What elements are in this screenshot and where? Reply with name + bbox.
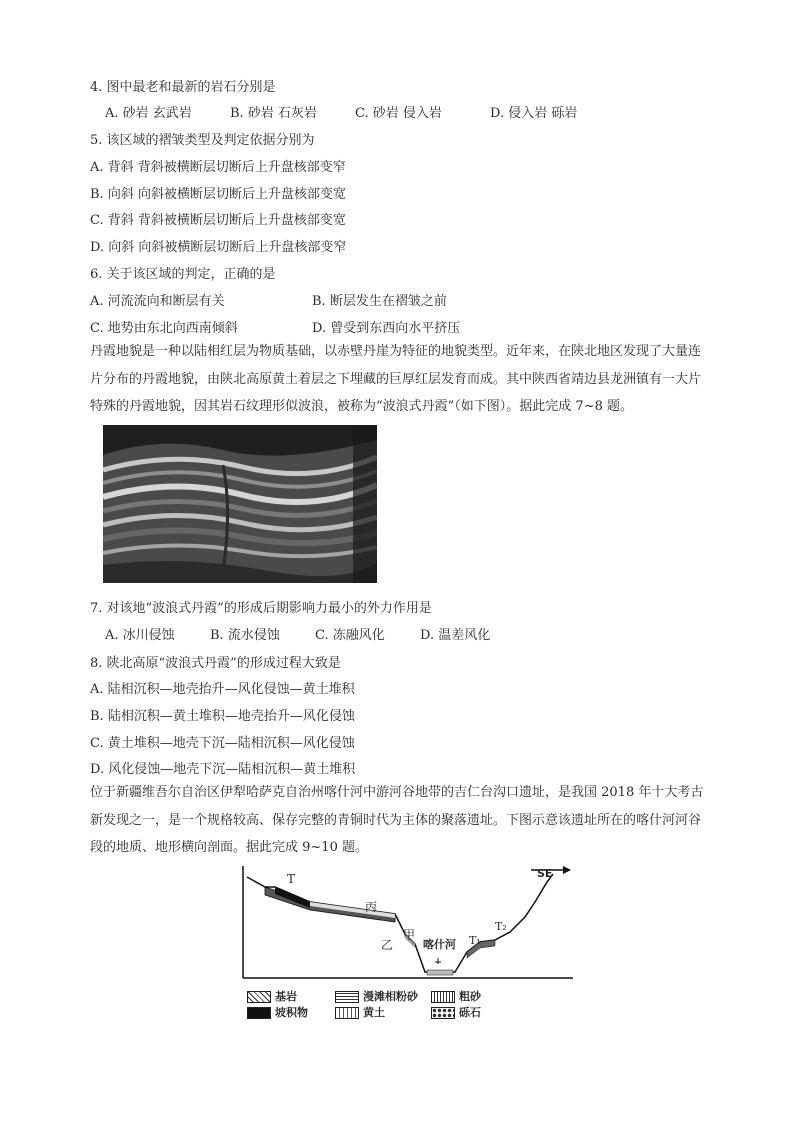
legend-colluvium: 坡积物 (247, 1004, 308, 1020)
q4-option-c: C. 砂岩 侵入岩 (355, 106, 442, 121)
direction-label: SE (537, 867, 553, 880)
label-yi: 乙 (381, 938, 394, 952)
label-river: 喀什河 (423, 938, 456, 951)
gravel-swatch (431, 1007, 455, 1019)
q8-stem: 8. 陕北高原“波浪式丹霞”的形成过程大致是 (90, 656, 341, 671)
bedrock-swatch (247, 991, 271, 1003)
q8-option-c: C. 黄土堆积—地壳下沉—陆相沉积—风化侵蚀 (90, 736, 355, 751)
valley-cross-section (235, 862, 575, 1022)
q4-stem: 4. 图中最老和最新的岩石分别是 (90, 80, 276, 95)
legend-loess: 黄土 (335, 1004, 385, 1020)
q4-options (105, 102, 577, 121)
label-t: T (287, 872, 296, 886)
passage-danxia: 丹霞地貌是一种以陆相红层为物质基础，以赤壁丹崖为特征的地貌类型。近年来，在陕北地区发现了大量连片分布的丹霞地貌，由陕北高原黄土着层之下埋藏的巨厚红层发育而成。其中陕西省靖边县龙洲镇有一大片特殊的丹霞地貌，因其岩石纹理形似波浪，被称为“波浪式丹霞”（如下图）。据此完成 7~8 题。 (90, 344, 702, 414)
legend-gravel: 砾石 (431, 1004, 481, 1020)
q6-option-a: A. 河流流向和断层有关 (90, 294, 225, 309)
q7-stem: 7. 对该地“波浪式丹霞”的形成后期影响力最小的外力作用是 (90, 601, 432, 616)
label-jia: 甲 (403, 928, 416, 942)
legend-floodplain-silt: 漫滩相粉砂 (335, 988, 418, 1004)
coarse-sand-swatch (431, 991, 455, 1003)
q7-option-c: C. 冻融风化 (315, 628, 385, 643)
q7-option-b: B. 流水侵蚀 (210, 628, 280, 643)
silt-swatch (335, 991, 359, 1003)
colluvium-swatch (247, 1007, 271, 1019)
q5-option-b: B. 向斜 向斜被横断层切断后上升盘核部变宽 (90, 187, 346, 202)
danxia-photo-svg (103, 425, 377, 583)
q6-option-c: C. 地势由东北向西南倾斜 (90, 321, 238, 336)
legend-coarse-sand: 粗砂 (431, 988, 481, 1004)
q5-option-a: A. 背斜 背斜被横断层切断后上升盘核部变窄 (90, 160, 346, 175)
q8-option-b: B. 陆相沉积—黄土堆积—地壳抬升—风化侵蚀 (90, 709, 355, 724)
label-t1: T₁ (469, 934, 481, 947)
danxia-photo (103, 425, 377, 583)
q7-option-d: D. 温差风化 (420, 628, 491, 643)
legend-bedrock: 基岩 (247, 988, 297, 1004)
q5-option-c: C. 背斜 背斜被横断层切断后上升盘核部变宽 (90, 213, 346, 228)
q6-option-b: B. 断层发生在褶皱之前 (312, 294, 447, 309)
label-t2: T₂ (495, 920, 507, 933)
q7-option-a: A. 冰川侵蚀 (105, 628, 175, 643)
loess-swatch (335, 1007, 359, 1019)
q8-option-d: D. 风化侵蚀—地壳下沉—陆相沉积—黄土堆积 (90, 762, 356, 777)
label-bing: 丙 (365, 900, 378, 914)
q5-stem: 5. 该区域的褶皱类型及判定依据分别为 (90, 133, 315, 148)
q4-option-b: B. 砂岩 石灰岩 (230, 106, 317, 121)
q6-stem: 6. 关于该区域的判定，正确的是 (90, 267, 276, 282)
passage-site: 位于新疆维吾尔自治区伊犁哈萨克自治州喀什河中游河谷地带的吉仁台沟口遗址，是我国 2018 年十大考古新发现之一，是一个规格较高、保存完整的青铜时代为主体的聚落遗址。下图示意该遗址所在的喀什河河谷段的地质、地形横向剖面。据此完成 9~10 题。 (90, 785, 704, 855)
q7-options (105, 624, 490, 643)
q6-option-d: D. 曾受到东西向水平挤压 (312, 321, 461, 336)
q8-option-a: A. 陆相沉积—地壳抬升—风化侵蚀—黄土堆积 (90, 682, 355, 697)
q4-option-d: D. 侵入岩 砾岩 (490, 106, 578, 121)
q4-option-a: A. 砂岩 玄武岩 (105, 106, 192, 121)
q5-option-d: D. 向斜 向斜被横断层切断后上升盘核部变窄 (90, 240, 347, 255)
cross-section-svg (235, 862, 575, 982)
